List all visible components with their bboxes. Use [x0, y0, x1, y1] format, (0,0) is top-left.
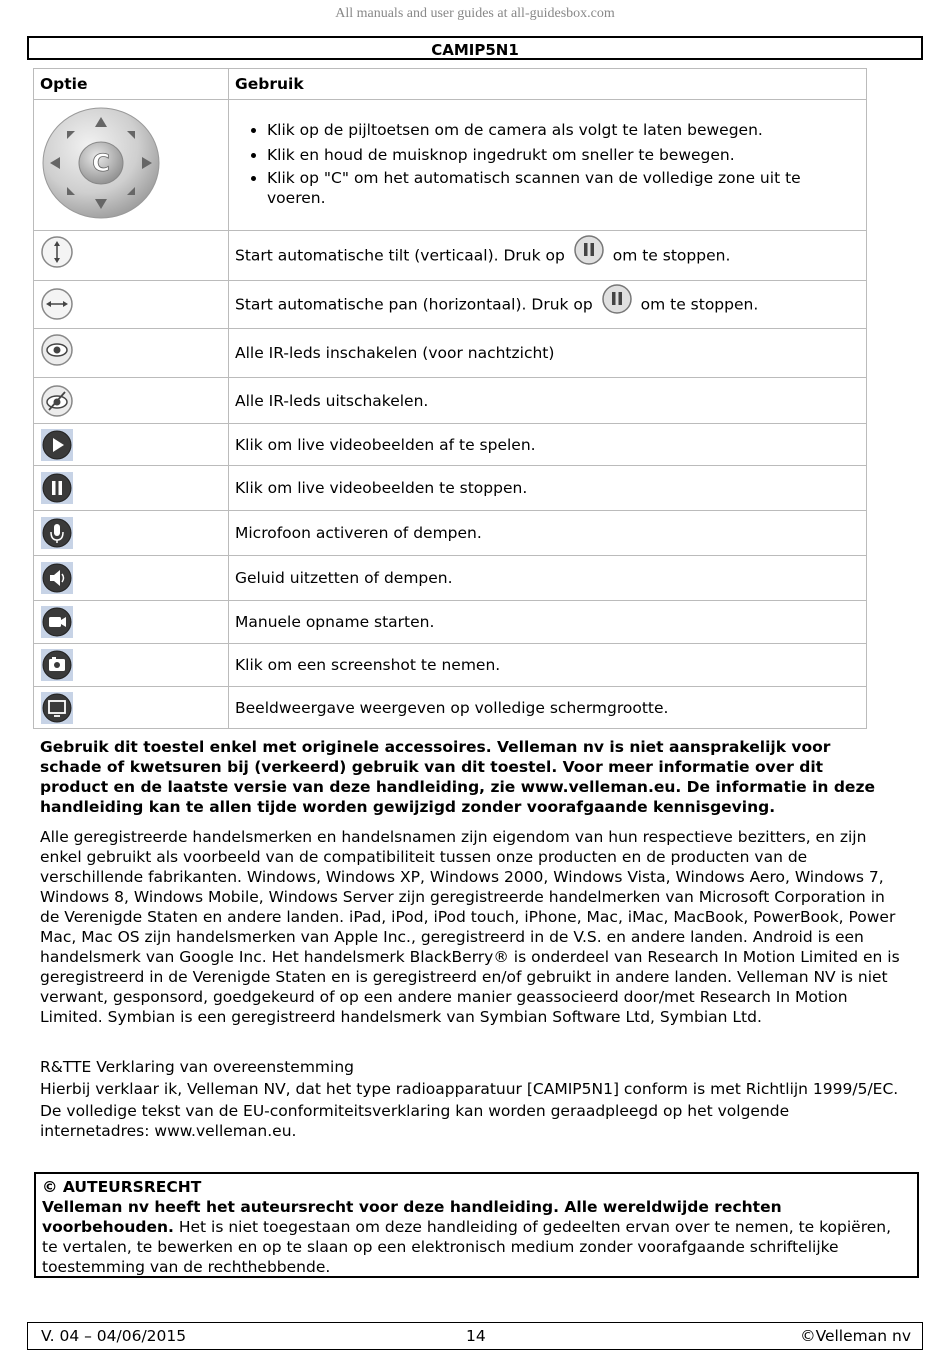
rtte-section	[40, 1057, 902, 1141]
usage-cell: Alle IR-leds inschakelen (voor nachtzicht)	[229, 329, 867, 378]
record-icon[interactable]	[40, 605, 74, 639]
pan-text-end: om te stoppen.	[640, 295, 759, 313]
usage-cell: Manuele opname starten.	[229, 601, 867, 644]
option-cell	[34, 231, 229, 281]
options-table	[33, 68, 867, 729]
table-row	[34, 556, 867, 601]
microphone-icon[interactable]	[40, 516, 74, 550]
copyright-title: © AUTEURSRECHT	[42, 1178, 202, 1196]
table-row	[34, 231, 867, 281]
table-row	[34, 378, 867, 424]
header-option: Optie	[34, 69, 229, 100]
watermark: All manuals and user guides at all-guidesbox.com	[335, 6, 615, 21]
ptz-instructions	[235, 118, 860, 208]
option-cell	[34, 556, 229, 601]
pan-icon[interactable]	[40, 287, 74, 321]
list-item: • Klik op de pijltoetsen om de camera als volgt te laten bewegen.	[267, 118, 860, 143]
svg-text:C: C	[92, 149, 110, 177]
pause-icon	[601, 283, 633, 315]
pause-icon	[573, 234, 605, 266]
footer-page-number: 14	[466, 1327, 486, 1345]
tilt-text-end: om te stoppen.	[612, 246, 731, 264]
footer-brand: ©Velleman nv	[800, 1327, 911, 1345]
copyright-box	[34, 1172, 919, 1278]
table-row	[34, 281, 867, 329]
table-row	[34, 644, 867, 687]
usage-cell	[229, 100, 867, 231]
usage-cell: Klik om live videobeelden af te spelen.	[229, 424, 867, 466]
model-title: CAMIP5N1	[27, 36, 923, 60]
option-cell	[34, 329, 229, 378]
page-footer	[27, 1322, 923, 1350]
ir-off-icon[interactable]	[40, 384, 74, 418]
table-row	[34, 329, 867, 378]
list-item: • Klik op "C" om het automatisch scannen van de volledige zone uit te voeren.	[267, 168, 860, 208]
fullscreen-icon[interactable]	[40, 691, 74, 725]
usage-cell: Microfoon activeren of dempen.	[229, 511, 867, 556]
usage-cell: Klik om een screenshot te nemen.	[229, 644, 867, 687]
pan-text: Start automatische pan (horizontaal). Druk op	[235, 295, 593, 313]
option-cell	[34, 601, 229, 644]
footer-version: V. 04 – 04/06/2015	[41, 1327, 187, 1345]
speaker-icon[interactable]	[40, 561, 74, 595]
table-row	[34, 601, 867, 644]
option-cell	[34, 644, 229, 687]
copyright-text: Het is niet toegestaan om deze handleiding of gedeelten ervan over te nemen, te kopiëren, te vertalen, te bewerken en op te slaan op een elektronisch medium zonder voorafgaande schriftelijke toestemming van de rechthebbende.	[42, 1218, 892, 1276]
option-cell	[34, 424, 229, 466]
usage-cell: Beeldweergave weergeven op volledige schermgrootte.	[229, 687, 867, 729]
usage-cell: Geluid uitzetten of dempen.	[229, 556, 867, 601]
option-cell	[34, 281, 229, 329]
trademarks-paragraph: Alle geregistreerde handelsmerken en handelsnamen zijn eigendom van hun respectieve bezitters, en zijn enkel gebruikt als voorbeeld van de compatibiliteit tussen onze producten en de producten van de verschillende fabrikanten. Windows, Windows XP, Windows 2000, Windows Vista, Windows Aero, Windows 7, Windows 8, Windows Mobile, Windows Server zijn geregistreerde handelmerken van Microsoft Corporation in de Verenigde Staten en andere landen. iPad, iPod, iPod touch, iPhone, Mac, iMac, MacBook, PowerBook, Power Mac, Mac OS zijn handelsmerken van Apple Inc., geregistreerd in de V.S. en andere landen. Android is een handelsmerk van Google Inc. Het handelsmerk BlackBerry® is onderdeel van Research In Motion Limited en is geregistreerd in de Verenigde Staten en is geregistreerd en/of gebruikt in andere landen. Velleman NV is niet verwant, gesponsord, goedgekeurd of op een andere manier geassocieerd door/met Research In Motion Limited. Symbian is een geregistreerd handelsmerk van Symbian Software Ltd, Symbian Ltd.	[40, 828, 900, 1026]
usage-cell: Klik om live videobeelden te stoppen.	[229, 466, 867, 511]
rtte-reference: De volledige tekst van de EU-conformiteitsverklaring kan worden geraadpleegd op het volgende internetadres: www.velleman.eu.	[40, 1102, 790, 1140]
usage-cell	[229, 281, 867, 329]
option-cell	[34, 511, 229, 556]
usage-cell: Alle IR-leds uitschakelen.	[229, 378, 867, 424]
table-row	[34, 687, 867, 729]
table-header-row	[34, 69, 867, 100]
table-row	[34, 424, 867, 466]
rtte-declaration: Hierbij verklaar ik, Velleman NV, dat het type radioapparatuur [CAMIP5N1] conform is met Richtlijn 1999/5/EC.	[40, 1080, 899, 1098]
screenshot-icon[interactable]	[40, 648, 74, 682]
pause-icon[interactable]	[40, 471, 74, 505]
ir-on-icon[interactable]	[40, 333, 74, 367]
option-cell	[34, 687, 229, 729]
ptz-control-icon	[40, 105, 162, 221]
option-cell	[34, 466, 229, 511]
table-row	[34, 511, 867, 556]
play-icon[interactable]	[40, 428, 74, 462]
disclaimer: Gebruik dit toestel enkel met originele accessoires. Velleman nv is niet aansprakelijk voor schade of kwetsuren bij (verkeerd) gebruik van dit toestel. Voor meer informatie over dit product en de laatste versie van deze handleiding, zie www.velleman.eu. De informatie in deze handleiding kan te allen tijde worden gewijzigd zonder voorafgaande kennisgeving.	[40, 738, 875, 816]
list-item: • Klik en houd de muisknop ingedrukt om sneller te bewegen.	[267, 143, 860, 168]
header-usage: Gebruik	[229, 69, 867, 100]
usage-cell	[229, 231, 867, 281]
tilt-icon[interactable]	[40, 235, 74, 269]
option-cell	[34, 100, 229, 231]
tilt-text: Start automatische tilt (verticaal). Druk op	[235, 246, 565, 264]
copyright-bold: Velleman nv heeft het auteursrecht voor deze handleiding. Alle wereldwijde rechten voorbehouden.	[42, 1198, 782, 1236]
option-cell	[34, 378, 229, 424]
rtte-title: R&TTE Verklaring van overeenstemming	[40, 1058, 354, 1076]
table-row	[34, 466, 867, 511]
table-row	[34, 100, 867, 231]
